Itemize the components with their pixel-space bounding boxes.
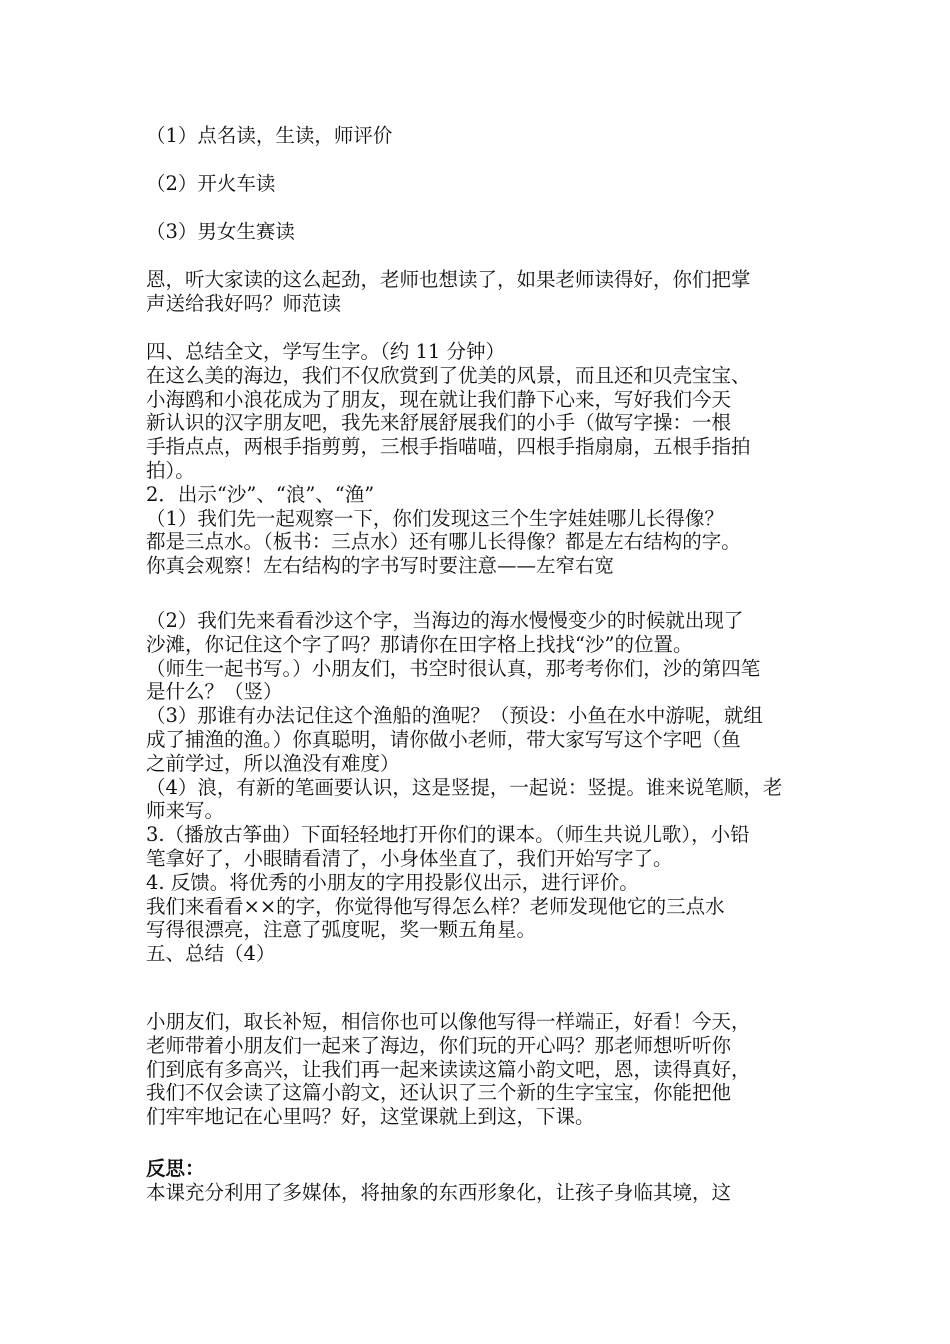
text-line: 沙滩，你记住这个字了吗？那请你在田字格上找找“沙”的位置。: [146, 632, 693, 656]
reflection-heading: 反思：: [146, 1157, 205, 1180]
text-line: 手指点点，两根手指剪剪，三根手指喵喵，四根手指扇扇，五根手指拍: [146, 435, 751, 459]
text-line: 老师带着小朋友们一起来了海边，你们玩的开心吗？那老师想听听你: [146, 1033, 732, 1057]
text-line: 我们不仅会读了这篇小韵文，还认识了三个新的生字宝宝，你能把他: [146, 1081, 732, 1105]
text-line: 新认识的汉字朋友吧，我先来舒展舒展我们的小手（做写字操：一根: [146, 411, 732, 435]
reflection: [146, 1157, 826, 1205]
text-line: （1）我们先一起观察一下，你们发现这三个生字娃娃哪儿长得像？: [146, 506, 724, 530]
text-line: 你真会观察！左右结构的字书写时要注意——左窄右宽: [146, 554, 615, 578]
text-line: 4. 反馈。将优秀的小朋友的字用投影仪出示，进行评价。: [146, 870, 639, 894]
text-line: 之前学过，所以渔没有难度）: [146, 751, 400, 775]
text-line: （师生一起书写。）小朋友们，书空时很认真，那考考你们，沙的第四笔: [146, 656, 761, 680]
text-line: 成了捕渔的渔。）你真聪明，请你做小老师，带大家写写这个字吧（鱼: [146, 727, 741, 751]
section-write: [146, 609, 826, 966]
text-line: 小朋友们，取长补短，相信你也可以像他写得一样端正，好看！今天，: [146, 1010, 751, 1033]
text-line: 写得很漂亮，注意了弧度呢，奖一颗五角星。: [146, 918, 537, 942]
text-line: 声送给我好吗？师范读: [146, 291, 342, 315]
text-line: 笔拿好了，小眼睛看清了，小身体坐直了，我们开始写字了。: [146, 846, 673, 870]
text-line: （2）我们先来看看沙这个字，当海边的海水慢慢变少的时候就出现了: [146, 609, 744, 632]
paragraph-summary: [146, 1010, 826, 1129]
section-heading: 五、总结（4）: [146, 942, 276, 966]
list-item: （1）点名读，生读，师评价: [146, 124, 393, 147]
text-line: 是什么？（竖）: [146, 680, 283, 704]
text-line: 本课充分利用了多媒体，将抽象的东西形象化，让孩子身临其境，这: [146, 1180, 732, 1204]
text-line: 在这么美的海边，我们不仅欣赏到了优美的风景，而且还和贝壳宝宝、: [146, 363, 751, 387]
text-line: 们牢牢地记在心里吗？好，这堂课就上到这，下课。: [146, 1105, 595, 1129]
section-heading: 四、总结全文，学写生字。（约 11 分钟）: [146, 340, 505, 363]
text-line: 们到底有多高兴，让我们再一起来读读这篇小韵文吧，恩，读得真好，: [146, 1057, 751, 1081]
list-item: （2）开火车读: [146, 172, 276, 195]
section-four: [146, 340, 826, 578]
text-line: （4）浪，有新的笔画要认识，这是竖提，一起说：竖提。谁来说笔顺，老: [146, 775, 783, 799]
list-item: （3）男女生赛读: [146, 220, 295, 243]
text-line: 小海鸥和小浪花成为了朋友，现在就让我们静下心来，写好我们今天: [146, 387, 732, 411]
text-line: 恩，听大家读的这么起劲，老师也想读了，如果老师读得好，你们把掌: [146, 268, 751, 291]
text-line: 师来写。: [146, 799, 225, 823]
text-line: 拍）。: [146, 458, 195, 482]
text-line: 3.（播放古筝曲）下面轻轻地打开你们的课本。（师生共说儿歌），小铅: [146, 823, 750, 847]
text-line: 2．出示“沙”、“浪”、“渔”: [146, 482, 375, 506]
text-line: （3）那谁有办法记住这个渔船的渔呢？（预设：小鱼在水中游呢，就组: [146, 704, 763, 728]
paragraph-praise: [146, 268, 826, 316]
text-line: 我们来看看××的字，你觉得他写得怎么样？老师发现他它的三点水: [146, 894, 725, 918]
text-line: 都是三点水。（板书：三点水）还有哪儿长得像？都是左右结构的字。: [146, 530, 741, 554]
